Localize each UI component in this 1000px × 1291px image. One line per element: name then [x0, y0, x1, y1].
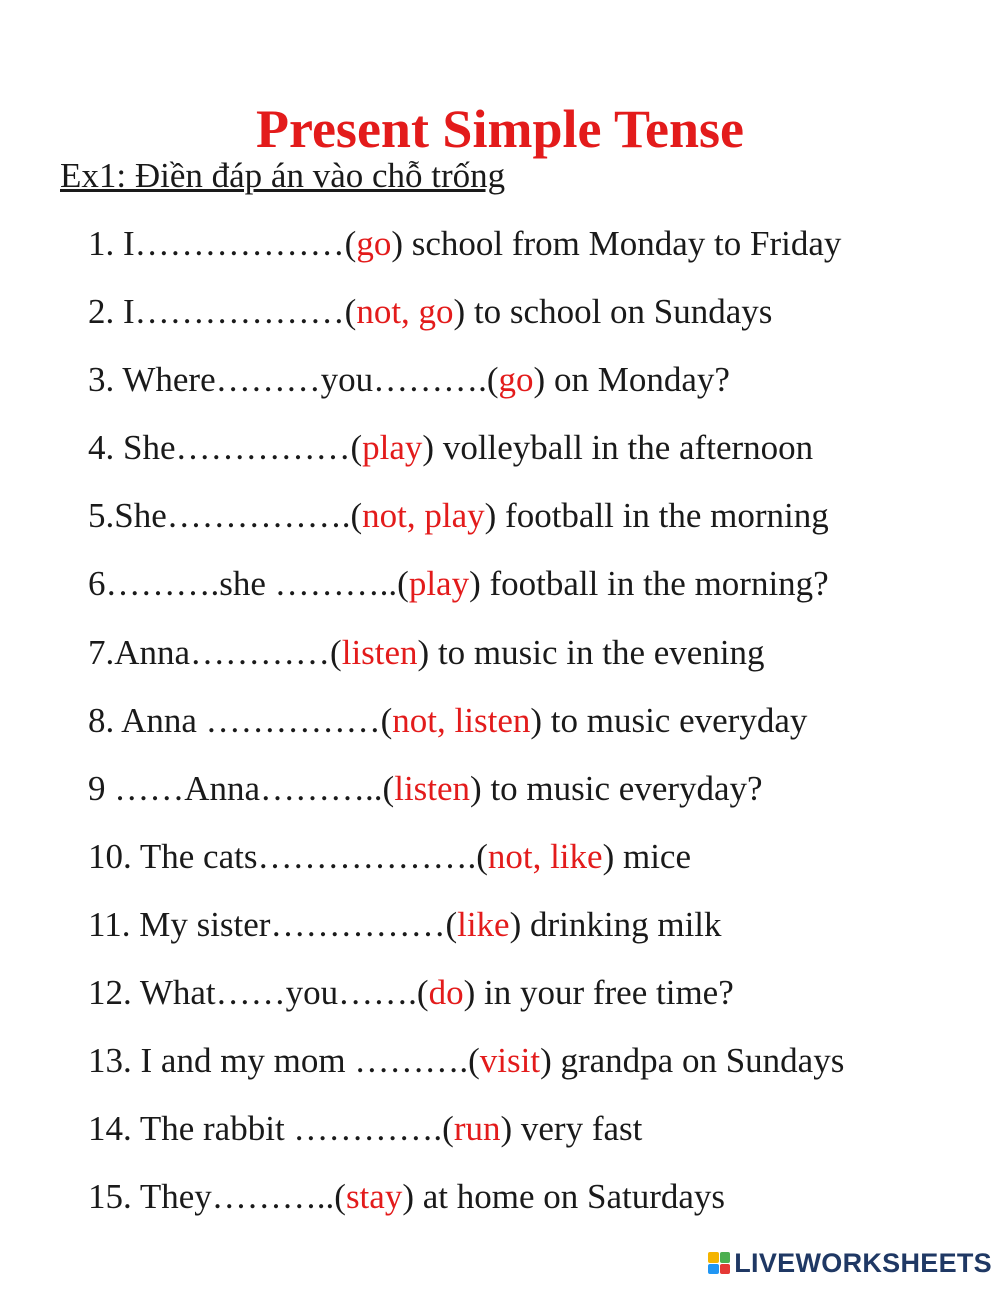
sentence-end: ) to school on Sundays — [453, 292, 773, 332]
logo-square-1 — [708, 1252, 719, 1263]
verb-hint: go — [498, 360, 534, 400]
sentence-end: ) to music everyday? — [470, 768, 763, 808]
sentence-end: ) at home on Saturdays — [402, 1177, 726, 1217]
sentence-start: 8. Anna ……………( — [88, 700, 393, 740]
verb-hint: listen — [341, 632, 418, 672]
exercise-list — [88, 222, 844, 1243]
logo-square-4 — [720, 1264, 731, 1275]
sentence-end: ) drinking milk — [509, 904, 722, 944]
sentence-start: 1. I………………( — [88, 224, 357, 263]
sentence-start: 15. They………..( — [88, 1177, 346, 1217]
logo-square-2 — [720, 1252, 731, 1263]
logo-mark-icon — [708, 1252, 730, 1274]
exercise-item — [88, 767, 844, 835]
verb-hint: listen — [394, 768, 471, 808]
exercise-item — [88, 222, 844, 290]
sentence-start: 6……….she ………..( — [88, 564, 409, 604]
verb-hint: visit — [479, 1041, 541, 1081]
sentence-start: 5.She…………….( — [88, 496, 363, 536]
exercise-item — [88, 1107, 844, 1175]
exercise-item — [88, 631, 844, 699]
exercise-item — [88, 358, 844, 426]
verb-hint: like — [457, 904, 510, 944]
sentence-end: ) school from Monday to Friday — [391, 224, 842, 263]
verb-hint: not, go — [356, 292, 454, 332]
exercise-item — [88, 971, 844, 1039]
exercise-item — [88, 426, 844, 494]
logo-text: LIVEWORKSHEETS — [734, 1248, 992, 1278]
exercise-item — [88, 290, 844, 358]
verb-hint: run — [453, 1109, 501, 1149]
sentence-end: ) volleyball in the afternoon — [422, 428, 814, 468]
sentence-start: 2. I………………( — [88, 292, 357, 332]
verb-hint: not, like — [487, 836, 603, 876]
verb-hint: stay — [345, 1177, 403, 1217]
verb-hint: play — [362, 428, 423, 468]
exercise-item — [88, 699, 844, 767]
verb-hint: not, listen — [392, 700, 531, 740]
sentence-end: ) grandpa on Sundays — [540, 1041, 845, 1081]
sentence-end: ) on Monday? — [533, 360, 730, 400]
exercise-item — [88, 1039, 844, 1107]
sentence-start: 9 ……Anna………..( — [88, 768, 395, 808]
sentence-end: ) football in the morning — [484, 496, 829, 536]
sentence-start: 10. The cats……………….( — [88, 836, 488, 876]
page-title: Present Simple Tense — [255, 99, 745, 160]
verb-hint: go — [356, 224, 392, 263]
sentence-start: 4. She……………( — [88, 428, 363, 468]
sentence-start: 11. My sister……………( — [88, 904, 458, 944]
sentence-start: 7.Anna…………( — [88, 632, 342, 672]
sentence-start: 13. I and my mom ……….( — [88, 1041, 480, 1081]
exercise-item — [88, 835, 844, 903]
exercise-item — [88, 562, 844, 630]
exercise-item — [88, 1175, 844, 1243]
logo-square-3 — [708, 1264, 719, 1275]
sentence-start: 12. What……you…….( — [88, 973, 429, 1013]
verb-hint: not, play — [362, 496, 485, 536]
sentence-end: ) in your free time? — [463, 973, 734, 1013]
exercise-item — [88, 903, 844, 971]
sentence-start: 14. The rabbit ………….( — [88, 1109, 454, 1149]
sentence-end: ) to music in the evening — [417, 632, 765, 672]
exercise-instruction: Ex1: Điền đáp án vào chỗ trống — [60, 156, 506, 195]
sentence-start: 3. Where………you……….( — [88, 360, 499, 400]
exercise-item — [88, 494, 844, 562]
sentence-end: ) very fast — [500, 1109, 643, 1149]
sentence-end: ) mice — [602, 836, 692, 876]
liveworksheets-logo — [708, 1249, 992, 1277]
sentence-end: ) to music everyday — [530, 700, 808, 740]
verb-hint: play — [408, 564, 470, 604]
verb-hint: do — [428, 973, 464, 1013]
sentence-end: ) football in the morning? — [469, 564, 829, 604]
